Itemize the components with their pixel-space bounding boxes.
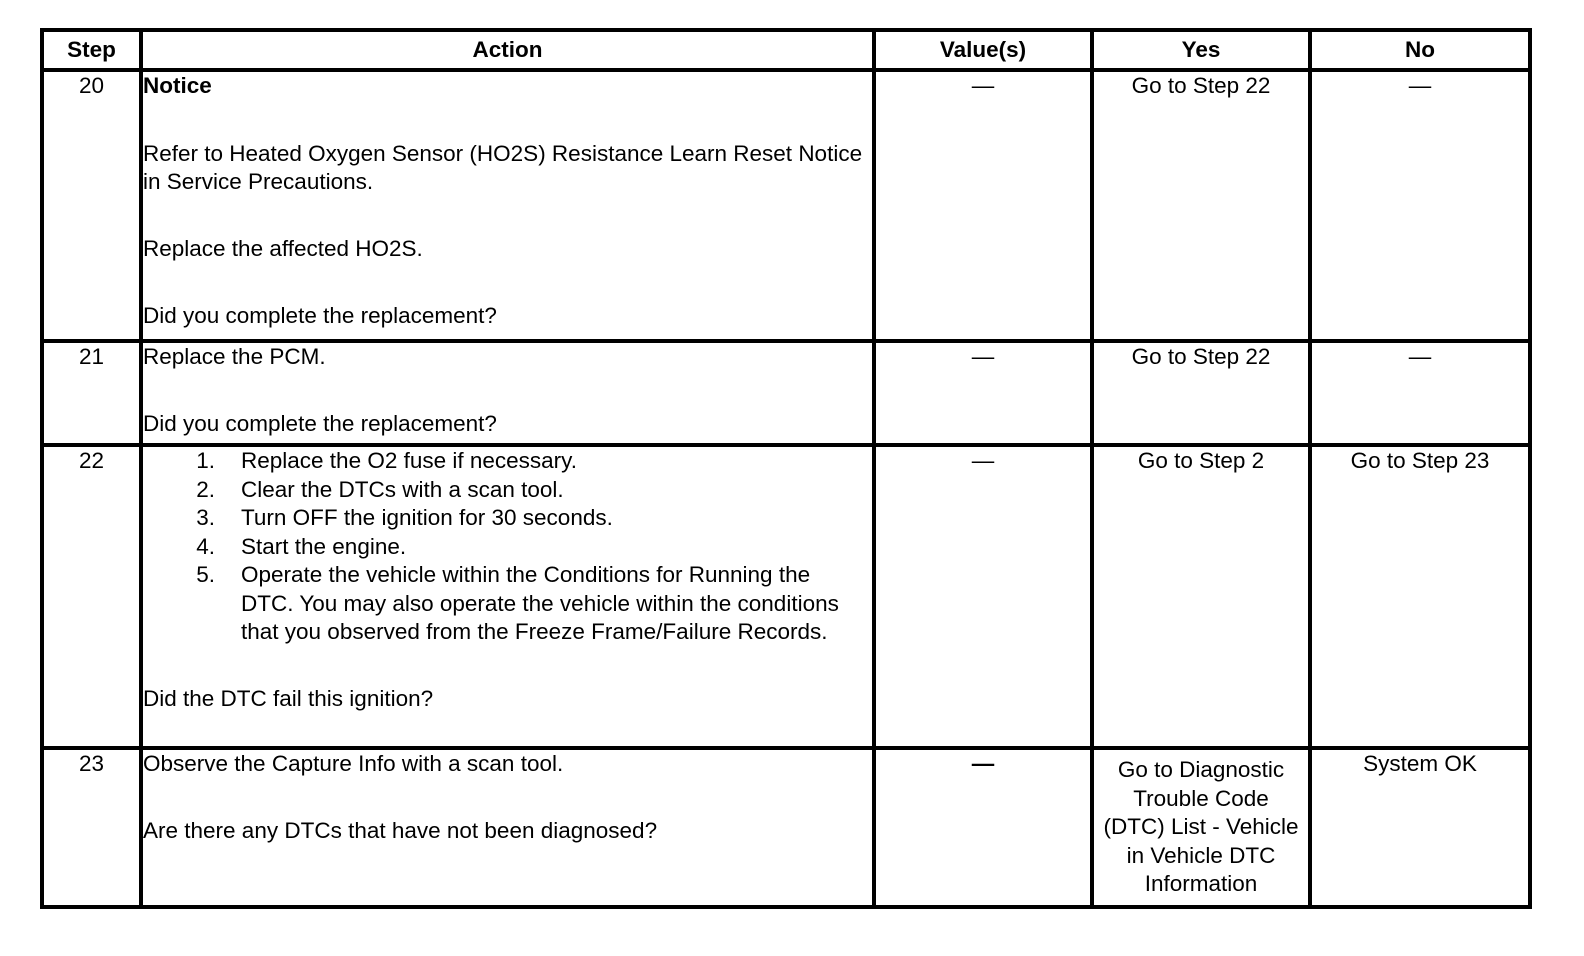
list-item (143, 504, 872, 533)
header-action: Action (141, 30, 874, 70)
step-number: 20 (42, 70, 141, 341)
header-no: No (1310, 30, 1530, 70)
table-row (42, 445, 1530, 748)
step-number: 21 (42, 341, 141, 445)
list-item-number: 3. (196, 505, 215, 530)
list-item (143, 533, 872, 562)
table-row (42, 748, 1530, 907)
instruction-text: Observe the Capture Info with a scan tool. (143, 751, 564, 776)
instruction-text: Replace the affected HO2S. (143, 235, 423, 261)
step-number: 22 (42, 445, 141, 748)
instruction-text: Replace the PCM. (143, 344, 326, 369)
list-item-text: Turn OFF the ignition for 30 seconds. (241, 505, 613, 530)
value-cell: — (874, 748, 1092, 907)
question-text: Did you complete the replacement? (143, 410, 497, 436)
header-step: Step (42, 30, 141, 70)
no-action: — (1310, 70, 1530, 341)
notice-text: Refer to Heated Oxygen Sensor (HO2S) Resistance Learn Reset Notice in Service Precautions. (143, 140, 863, 194)
action-cell (141, 445, 874, 748)
value-cell: — (874, 341, 1092, 445)
header-values: Value(s) (874, 30, 1092, 70)
action-cell (141, 70, 874, 341)
no-action: Go to Step 23 (1310, 445, 1530, 748)
no-action: — (1310, 341, 1530, 445)
value-cell: — (874, 70, 1092, 341)
step-number: 23 (42, 748, 141, 907)
list-item-text: Start the engine. (241, 533, 407, 559)
action-cell (141, 341, 874, 445)
procedure-list (143, 447, 872, 647)
question-text: Are there any DTCs that have not been diagnosed? (143, 817, 658, 843)
list-item-number: 1. (196, 448, 215, 473)
list-item-number: 5. (196, 562, 215, 587)
header-yes: Yes (1092, 30, 1310, 70)
list-item (143, 447, 872, 476)
question-text: Did the DTC fail this ignition? (143, 685, 434, 711)
header-row (42, 30, 1530, 70)
yes-action: Go to Step 2 (1092, 445, 1310, 748)
list-item (143, 476, 872, 505)
table-row (42, 70, 1530, 341)
yes-action: Go to Step 22 (1092, 70, 1310, 341)
yes-action: Go to Diagnostic Trouble Code (DTC) List - Vehicle in Vehicle DTC Information (1092, 748, 1310, 907)
no-action: System OK (1310, 748, 1530, 907)
action-cell (141, 748, 874, 907)
list-item-number: 4. (196, 533, 215, 559)
list-item-text: Clear the DTCs with a scan tool. (241, 476, 564, 502)
question-text: Did you complete the replacement? (143, 303, 497, 328)
list-item-text: Replace the O2 fuse if necessary. (241, 448, 578, 473)
list-item-number: 2. (196, 476, 215, 502)
table-row (42, 341, 1530, 445)
list-item (143, 561, 872, 647)
notice-label: Notice (143, 73, 212, 98)
diagnostic-table (40, 28, 1532, 909)
list-item-text: Operate the vehicle within the Conditions for Running the DTC. You may also operate the vehicle within the conditions that you observed from the Freeze Frame/Failure Records. (241, 562, 839, 644)
value-cell: — (874, 445, 1092, 748)
yes-action: Go to Step 22 (1092, 341, 1310, 445)
